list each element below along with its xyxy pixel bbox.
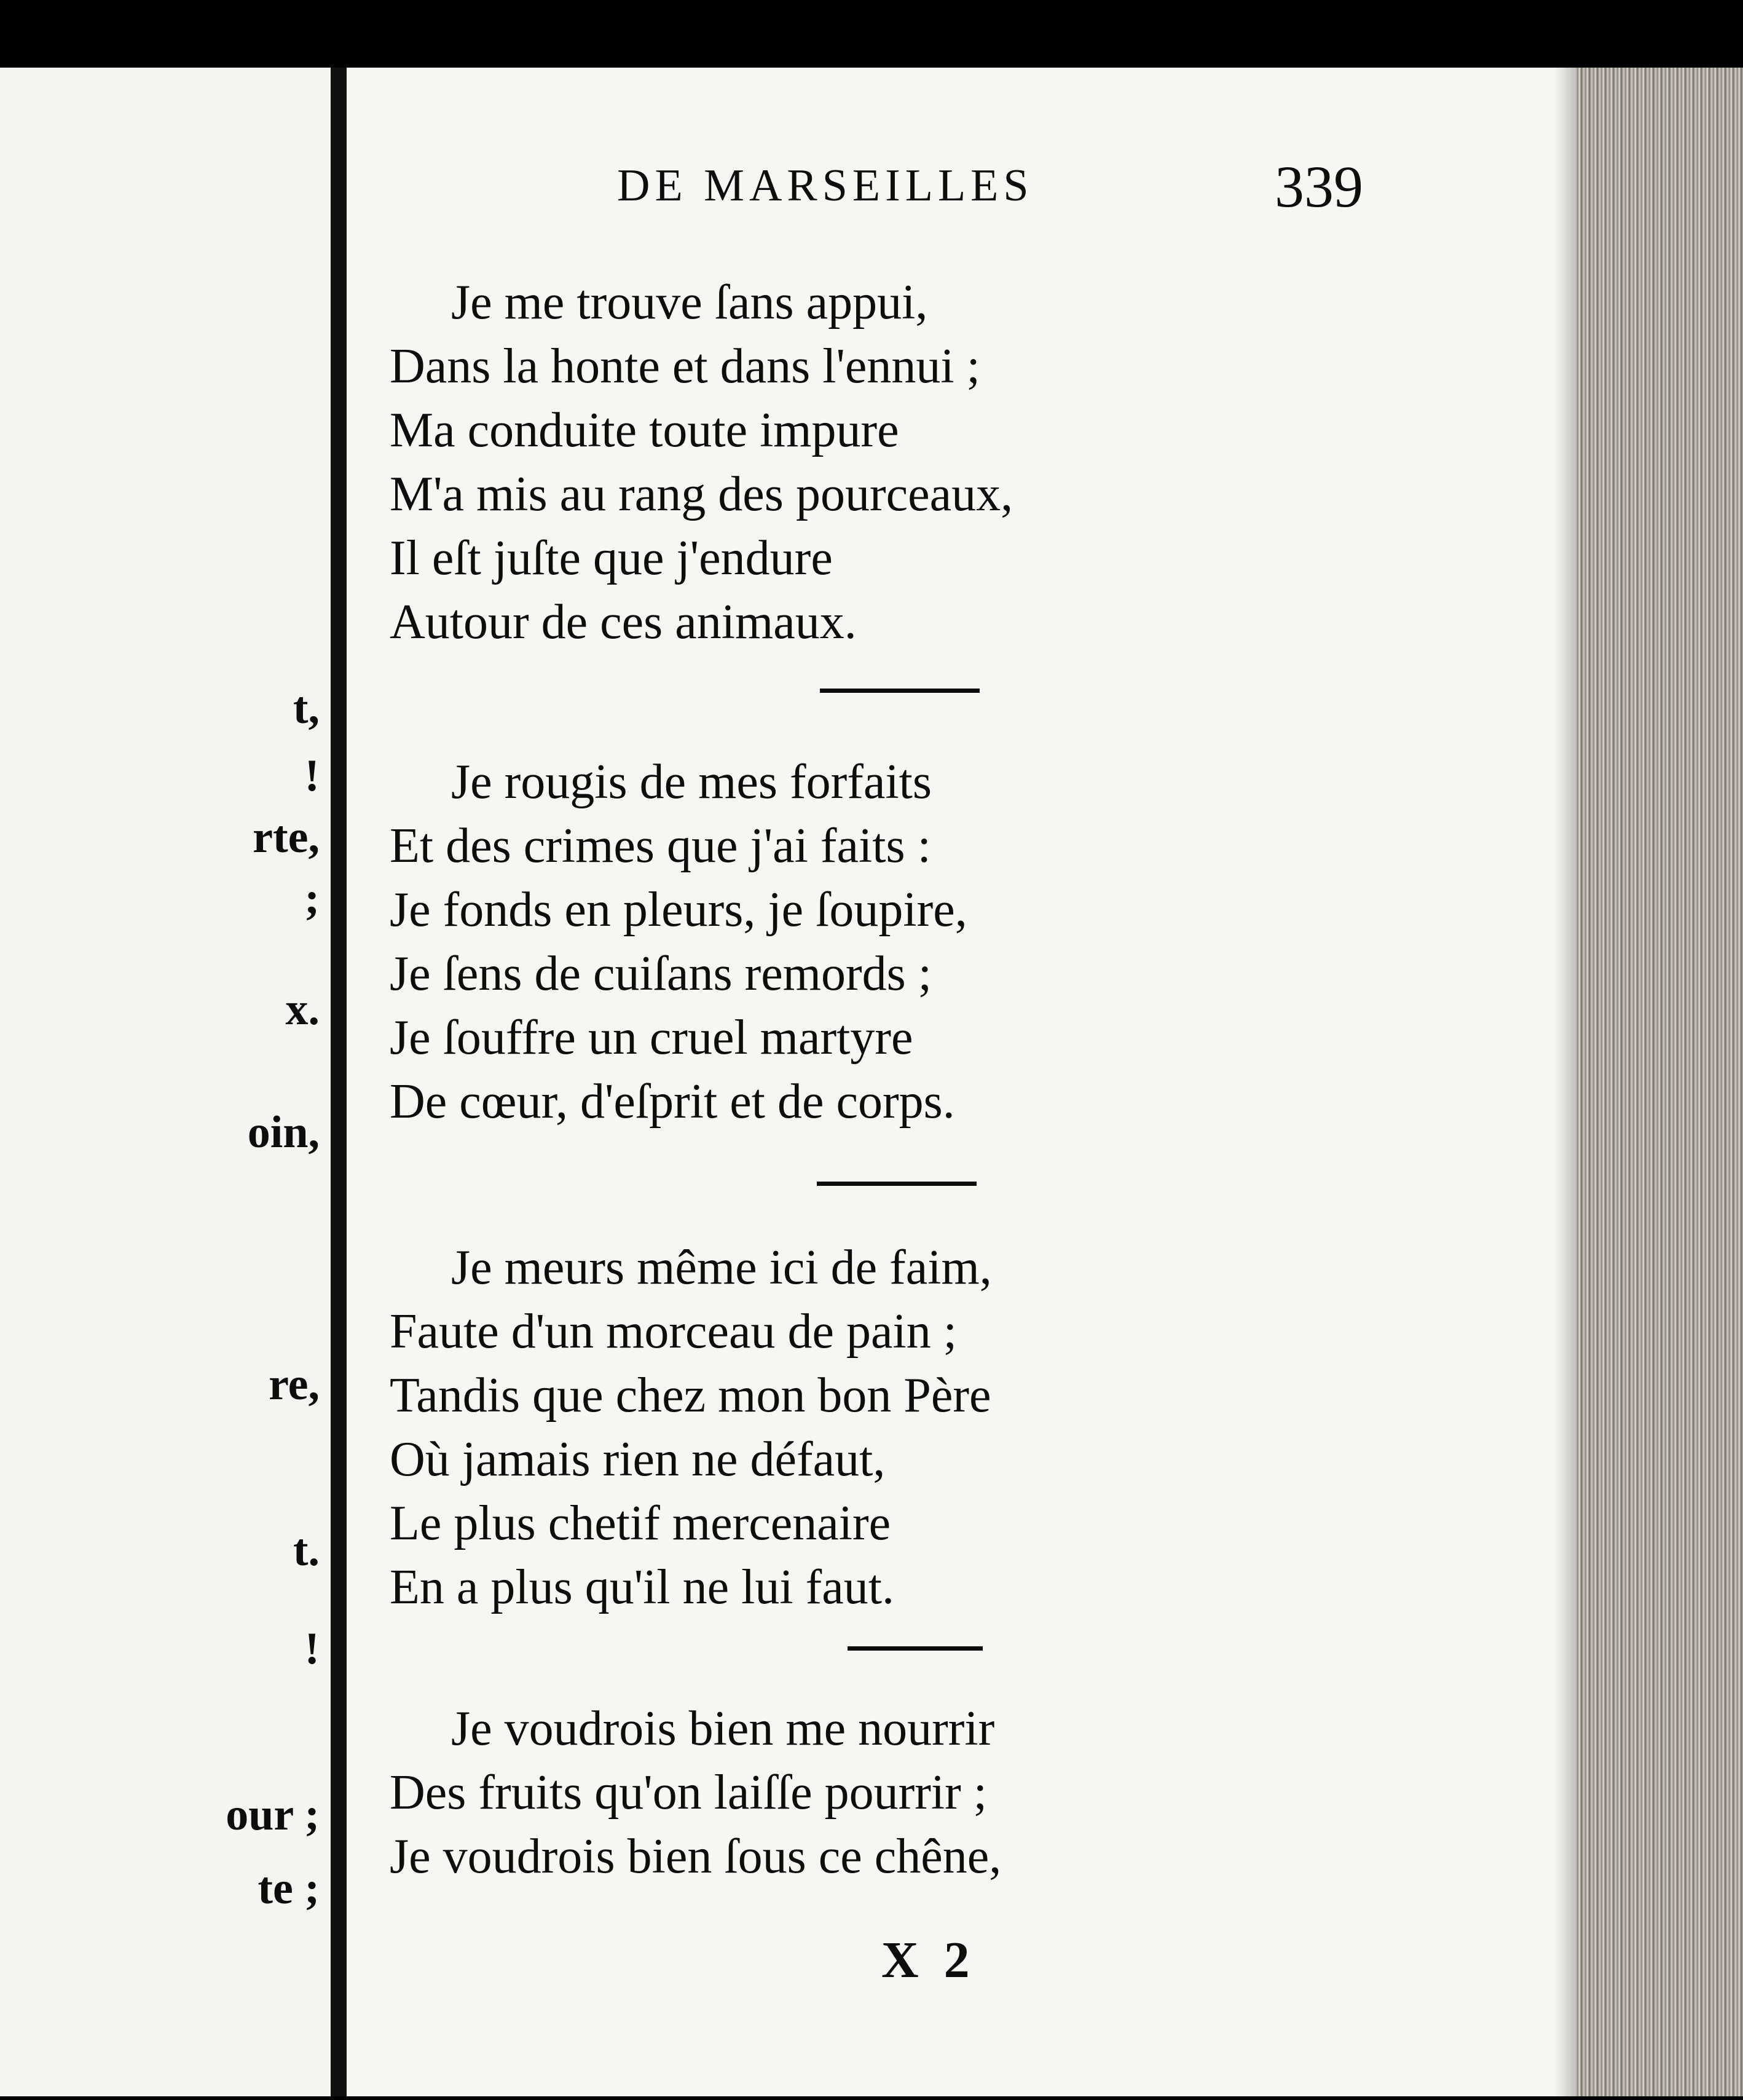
verse-line: Ma conduite toute impure [390,403,899,457]
verse-line: Autour de ces animaux. [390,595,857,649]
left-page-fragment: oin, [247,1107,320,1158]
verse-line: En a plus qu'il ne lui faut. [390,1560,894,1614]
verse-line: Le plus chetif mercenaire [390,1496,891,1550]
verse-line: Faute d'un morceau de pain ; [390,1305,958,1359]
stanza [390,270,1312,654]
signature-mark: X 2 [881,1932,976,1989]
stanza [390,750,1312,1134]
left-page-fragment: our ; [226,1790,320,1840]
stanza-divider [820,689,980,693]
verse-line: Il eſt juſte que j'endure [390,531,833,585]
verse-line: Je voudrois bien me nourrir [451,1702,995,1756]
left-page-fragment: x. [285,984,320,1035]
verse-line: Je voudrois bien ſous ce chêne, [390,1830,1002,1884]
verse-line: Je me trouve ſans appui, [451,275,928,330]
left-facing-page [0,68,331,2096]
verse-line: De cœur, d'eſprit et de corps. [390,1075,955,1129]
left-page-fragment: ! [304,1624,320,1674]
left-page-fragment: ! [304,751,320,801]
stanza [390,1697,1312,1889]
verse-line: Je ſens de cuiſans remords ; [390,947,932,1001]
book-gutter [331,68,347,2096]
verse-line: Je meurs même ici de faim, [451,1241,992,1295]
page-header [347,154,1465,227]
left-page-fragment: te ; [258,1863,320,1914]
verse-line: Tandis que chez mon bon Père [390,1368,991,1423]
book-page-edges [1576,68,1743,2096]
stanza-divider [848,1646,983,1651]
verse-line: Je ſouffre un cruel martyre [390,1011,913,1065]
left-page-fragment: rte, [253,812,320,862]
verse-line: Et des crimes que j'ai faits : [390,819,931,873]
left-page-fragment: t, [293,683,320,733]
verse-line: Dans la honte et dans l'ennui ; [390,339,980,393]
verse-line: Des fruits qu'on laiſſe pourrir ; [390,1766,987,1820]
page-number: 339 [1275,154,1363,219]
left-page-fragment: re, [269,1359,320,1410]
left-page-fragment: ; [304,874,320,924]
stanza-divider [817,1182,977,1186]
verse-line: Je rougis de mes forfaits [451,755,932,809]
left-page-fragment: t. [293,1525,320,1576]
verse-line: Où jamais rien ne défaut, [390,1432,886,1486]
book-page [347,68,1576,2096]
verse-line: M'a mis au rang des pourceaux, [390,467,1013,521]
verse-line: Je fonds en pleurs, je ſoupire, [390,883,967,937]
running-head: DE MARSEILLES [617,160,1034,211]
stanza [390,1236,1312,1619]
